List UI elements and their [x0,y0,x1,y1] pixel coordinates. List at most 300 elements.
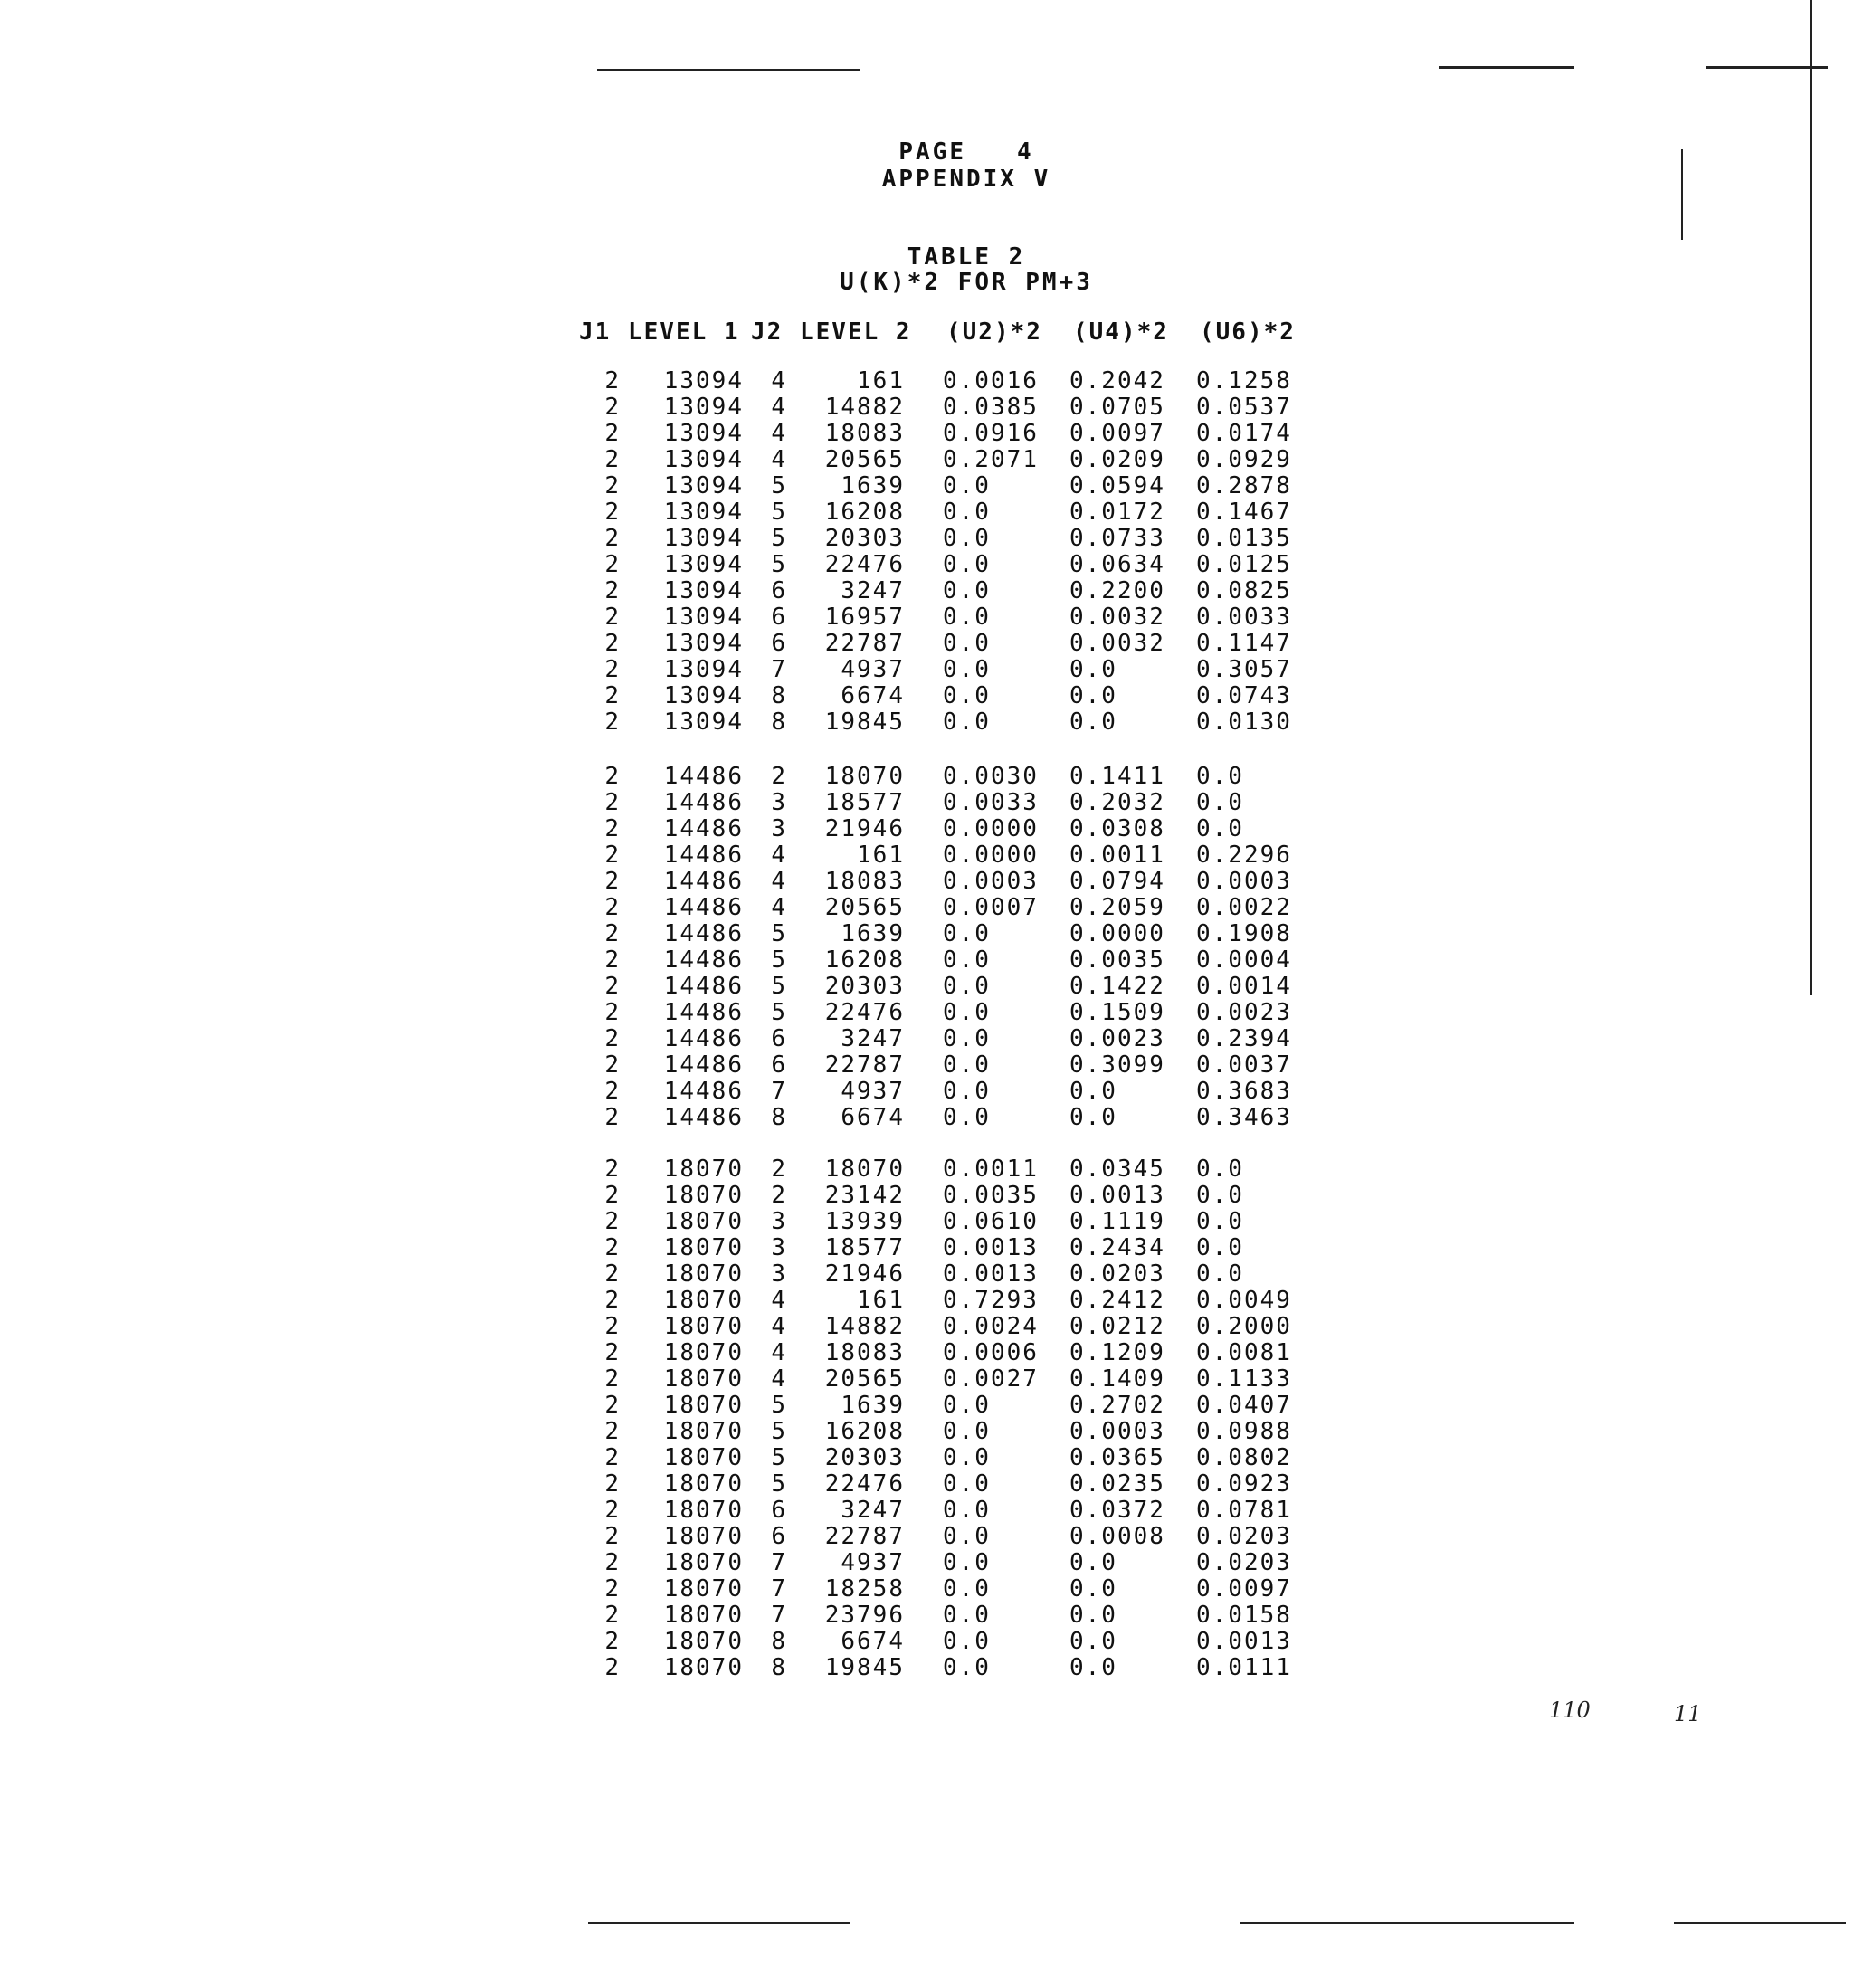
cell-j2: 2 [771,763,787,790]
cell-j1: 2 [604,868,621,895]
cell-u6: 0.0537 [1196,394,1292,421]
cell-j1: 2 [604,1208,621,1235]
cell-j1: 2 [604,842,621,869]
cell-j2: 5 [771,920,787,947]
table-row [0,1602,1292,1629]
table-row [0,763,1244,790]
cell-j2: 5 [771,472,787,499]
cell-u4: 0.0032 [1069,630,1165,657]
cell-j1: 2 [604,1602,621,1629]
cell-level1: 13094 [663,709,744,736]
cell-u6: 0.0203 [1196,1523,1292,1550]
cell-u4: 0.0172 [1069,499,1165,526]
cell-u4: 0.0 [1069,1628,1117,1655]
cell-j2: 4 [771,868,787,895]
table-row [0,1078,1292,1105]
cell-u4: 0.0013 [1069,1182,1165,1209]
cell-j2: 5 [771,525,787,552]
cell-u4: 0.1422 [1069,973,1165,1000]
cell-level2: 23142 [824,1182,905,1209]
table-row [0,577,1292,604]
cell-j1: 2 [604,630,621,657]
table-row [0,1104,1292,1131]
cell-level1: 18070 [663,1654,744,1681]
table-row [0,1470,1292,1498]
cell-u4: 0.0 [1069,1602,1117,1629]
cell-level1: 13094 [663,630,744,657]
cell-level2: 4937 [841,656,905,683]
cell-u2: 0.0 [943,709,991,736]
cell-level2: 161 [857,1287,905,1314]
cell-u4: 0.0733 [1069,525,1165,552]
cell-level1: 14486 [663,815,744,842]
cell-level2: 1639 [841,472,905,499]
cell-j2: 8 [771,1628,787,1655]
cell-u6: 0.0 [1196,1182,1244,1209]
cell-level1: 18070 [663,1523,744,1550]
cell-j1: 2 [604,894,621,921]
cell-level2: 18070 [824,763,905,790]
cell-level2: 3247 [841,1497,905,1524]
cell-level1: 18070 [663,1156,744,1183]
cell-u6: 0.0203 [1196,1549,1292,1576]
cell-j2: 4 [771,894,787,921]
cell-u2: 0.0 [943,1392,991,1419]
cell-u2: 0.0 [943,1051,991,1079]
cell-level1: 18070 [663,1575,744,1603]
cell-j1: 2 [604,1025,621,1052]
cell-j1: 2 [604,656,621,683]
cell-j1: 2 [604,551,621,578]
cell-j1: 2 [604,1365,621,1393]
table-row [0,1418,1292,1445]
cell-u6: 0.3057 [1196,656,1292,683]
table-row [0,551,1292,578]
cell-j2: 5 [771,551,787,578]
cell-u2: 0.0000 [943,842,1039,869]
cell-level1: 13094 [663,656,744,683]
cell-u6: 0.0135 [1196,525,1292,552]
cell-j2: 5 [771,973,787,1000]
table-row [0,1260,1244,1288]
cell-u2: 0.0033 [943,789,1039,816]
cell-j2: 8 [771,709,787,736]
cell-u6: 0.0003 [1196,868,1292,895]
cell-level1: 18070 [663,1418,744,1445]
cell-u2: 0.0 [943,656,991,683]
cell-j2: 8 [771,1654,787,1681]
cell-level2: 14882 [824,394,905,421]
cell-u4: 0.1119 [1069,1208,1165,1235]
cell-j1: 2 [604,1392,621,1419]
cell-u6: 0.0407 [1196,1392,1292,1419]
cell-u6: 0.0 [1196,1234,1244,1261]
cell-u2: 0.0 [943,1523,991,1550]
cell-level2: 1639 [841,920,905,947]
table-row [0,394,1292,421]
col-header-u2: (U2)*2 [946,319,1042,346]
cell-level2: 1639 [841,1392,905,1419]
cell-level1: 18070 [663,1260,744,1288]
cell-j1: 2 [604,577,621,604]
table-row [0,1051,1292,1079]
cell-level2: 3247 [841,1025,905,1052]
cell-j2: 4 [771,842,787,869]
cell-u6: 0.1467 [1196,499,1292,526]
cell-u2: 0.0006 [943,1339,1039,1366]
cell-level1: 14486 [663,999,744,1026]
col-header-u4: (U4)*2 [1073,319,1169,346]
cell-level2: 16208 [824,1418,905,1445]
table-row [0,789,1244,816]
page-number: PAGE 4 [898,138,1034,166]
table-row [0,1392,1292,1419]
cell-j1: 2 [604,709,621,736]
cell-u6: 0.2000 [1196,1313,1292,1340]
cell-u4: 0.0634 [1069,551,1165,578]
cell-j1: 2 [604,1104,621,1131]
cell-level1: 18070 [663,1602,744,1629]
cell-j2: 3 [771,815,787,842]
cell-level1: 13094 [663,551,744,578]
cell-u2: 0.0610 [943,1208,1039,1235]
cell-j2: 4 [771,367,787,395]
cell-j1: 2 [604,1549,621,1576]
cell-level1: 13094 [663,682,744,709]
cell-j1: 2 [604,920,621,947]
cell-u6: 0.3683 [1196,1078,1292,1105]
cell-u4: 0.0 [1069,1654,1117,1681]
cell-level1: 18070 [663,1549,744,1576]
cell-j2: 3 [771,1260,787,1288]
cell-j1: 2 [604,815,621,842]
cell-j2: 6 [771,630,787,657]
cell-u4: 0.1509 [1069,999,1165,1026]
cell-level2: 14882 [824,1313,905,1340]
cell-level2: 3247 [841,577,905,604]
cell-u2: 0.0 [943,472,991,499]
cell-level1: 14486 [663,920,744,947]
cell-u2: 0.2071 [943,446,1039,473]
cell-u2: 0.0016 [943,367,1039,395]
cell-u2: 0.0024 [943,1313,1039,1340]
table-row [0,1313,1292,1340]
cell-j2: 6 [771,577,787,604]
cell-u4: 0.0035 [1069,946,1165,974]
cell-j1: 2 [604,525,621,552]
table-row [0,920,1292,947]
cell-u2: 0.0013 [943,1260,1039,1288]
cell-level2: 20565 [824,1365,905,1393]
cell-u2: 0.0916 [943,420,1039,447]
cell-j1: 2 [604,1470,621,1498]
cell-level2: 18070 [824,1156,905,1183]
cell-level2: 18577 [824,789,905,816]
col-header-u6: (U6)*2 [1200,319,1296,346]
cell-j1: 2 [604,1444,621,1471]
cell-u4: 0.0 [1069,656,1117,683]
cell-u6: 0.0 [1196,763,1244,790]
table-row [0,999,1292,1026]
cell-u4: 0.0032 [1069,604,1165,631]
cell-level2: 18258 [824,1575,905,1603]
cell-u2: 0.0 [943,999,991,1026]
cell-j1: 2 [604,472,621,499]
cell-level2: 16957 [824,604,905,631]
cell-j1: 2 [604,420,621,447]
cell-u2: 0.0 [943,1654,991,1681]
cell-j2: 4 [771,394,787,421]
cell-u6: 0.0929 [1196,446,1292,473]
cell-level1: 18070 [663,1313,744,1340]
table-row [0,446,1292,473]
table-row [0,1025,1292,1052]
col-header-j2: J2 [751,319,784,346]
cell-level2: 19845 [824,1654,905,1681]
handwritten-note-right: 11 [1674,1701,1702,1726]
cell-u4: 0.0345 [1069,1156,1165,1183]
cell-j2: 5 [771,1418,787,1445]
cell-level1: 13094 [663,446,744,473]
scan-line-bottom-right [1240,1922,1574,1924]
cell-u6: 0.0023 [1196,999,1292,1026]
cell-u2: 0.0007 [943,894,1039,921]
cell-j2: 5 [771,946,787,974]
cell-u6: 0.2878 [1196,472,1292,499]
cell-level1: 18070 [663,1628,744,1655]
cell-u6: 0.0 [1196,789,1244,816]
cell-level1: 13094 [663,577,744,604]
cell-u6: 0.1147 [1196,630,1292,657]
cell-u4: 0.0794 [1069,868,1165,895]
table-row [0,1549,1292,1576]
cell-j1: 2 [604,999,621,1026]
cell-level1: 14486 [663,1051,744,1079]
cell-u6: 0.0743 [1196,682,1292,709]
cell-j1: 2 [604,446,621,473]
cell-j1: 2 [604,1418,621,1445]
cell-u6: 0.1908 [1196,920,1292,947]
cell-u2: 0.0035 [943,1182,1039,1209]
cell-level1: 18070 [663,1287,744,1314]
table-row [0,499,1292,526]
cell-j1: 2 [604,1234,621,1261]
cell-u4: 0.2042 [1069,367,1165,395]
cell-level1: 18070 [663,1208,744,1235]
cell-j2: 4 [771,1287,787,1314]
cell-level1: 13094 [663,525,744,552]
col-header-j1: J1 [579,319,612,346]
table-row [0,472,1292,499]
cell-level1: 14486 [663,973,744,1000]
cell-u2: 0.0 [943,1025,991,1052]
cell-j1: 2 [604,789,621,816]
table-row [0,604,1292,631]
table-row [0,894,1292,921]
cell-u6: 0.0825 [1196,577,1292,604]
cell-j2: 5 [771,1470,787,1498]
scan-line-top-right [1439,66,1574,69]
cell-u6: 0.0 [1196,1260,1244,1288]
cell-u2: 0.0 [943,1497,991,1524]
cell-j2: 7 [771,1078,787,1105]
cell-u4: 0.2032 [1069,789,1165,816]
cell-j1: 2 [604,499,621,526]
table-row [0,1444,1292,1471]
cell-j2: 5 [771,499,787,526]
cell-level2: 6674 [841,1104,905,1131]
cell-u6: 0.0174 [1196,420,1292,447]
cell-level2: 19845 [824,709,905,736]
cell-u2: 0.0 [943,499,991,526]
cell-j2: 3 [771,1234,787,1261]
table-row [0,682,1292,709]
cell-level1: 14486 [663,868,744,895]
cell-u2: 0.0030 [943,763,1039,790]
cell-u4: 0.1411 [1069,763,1165,790]
cell-j2: 4 [771,1313,787,1340]
cell-j1: 2 [604,1523,621,1550]
cell-u2: 0.0 [943,525,991,552]
cell-j1: 2 [604,1078,621,1105]
cell-level2: 22476 [824,1470,905,1498]
cell-u4: 0.1209 [1069,1339,1165,1366]
cell-j2: 7 [771,1575,787,1603]
table-subtitle: U(K)*2 FOR PM+3 [840,269,1093,296]
cell-j2: 6 [771,1523,787,1550]
cell-j2: 7 [771,656,787,683]
cell-u4: 0.0209 [1069,446,1165,473]
cell-u2: 0.0000 [943,815,1039,842]
cell-j1: 2 [604,1156,621,1183]
cell-u4: 0.0 [1069,1549,1117,1576]
cell-j2: 4 [771,420,787,447]
table-row [0,973,1292,1000]
cell-level2: 4937 [841,1549,905,1576]
table-row [0,1628,1292,1655]
cell-u4: 0.0008 [1069,1523,1165,1550]
cell-u2: 0.0 [943,682,991,709]
scan-line-bottom-left [588,1922,850,1924]
cell-u6: 0.0923 [1196,1470,1292,1498]
cell-level2: 20303 [824,973,905,1000]
cell-u4: 0.3099 [1069,1051,1165,1079]
cell-u4: 0.0003 [1069,1418,1165,1445]
cell-level2: 20565 [824,446,905,473]
cell-j2: 3 [771,1208,787,1235]
cell-u6: 0.0033 [1196,604,1292,631]
cell-j1: 2 [604,1313,621,1340]
cell-u6: 0.0013 [1196,1628,1292,1655]
cell-j1: 2 [604,946,621,974]
cell-level1: 14486 [663,763,744,790]
table-row [0,1365,1292,1393]
table-row [0,1208,1244,1235]
table-row [0,1654,1292,1681]
cell-level2: 18083 [824,868,905,895]
cell-u2: 0.0 [943,946,991,974]
cell-u4: 0.0365 [1069,1444,1165,1471]
table-row [0,656,1292,683]
cell-j1: 2 [604,1575,621,1603]
scan-line-bottom-far-right [1674,1922,1846,1924]
cell-u6: 0.0022 [1196,894,1292,921]
cell-u2: 0.0 [943,1470,991,1498]
cell-u4: 0.2434 [1069,1234,1165,1261]
cell-u6: 0.0081 [1196,1339,1292,1366]
cell-level1: 18070 [663,1339,744,1366]
cell-u4: 0.0203 [1069,1260,1165,1288]
cell-level1: 13094 [663,472,744,499]
cell-level1: 14486 [663,789,744,816]
table-row [0,525,1292,552]
cell-level2: 21946 [824,1260,905,1288]
cell-level2: 18083 [824,420,905,447]
cell-level1: 18070 [663,1234,744,1261]
cell-u2: 0.0 [943,1575,991,1603]
table-row [0,868,1292,895]
cell-j1: 2 [604,682,621,709]
cell-level1: 18070 [663,1392,744,1419]
table-row [0,1287,1292,1314]
cell-level2: 16208 [824,499,905,526]
cell-u4: 0.0235 [1069,1470,1165,1498]
cell-j2: 4 [771,1365,787,1393]
cell-u6: 0.0802 [1196,1444,1292,1471]
cell-level2: 18577 [824,1234,905,1261]
cell-u6: 0.1133 [1196,1365,1292,1393]
cell-u4: 0.1409 [1069,1365,1165,1393]
cell-u2: 0.0 [943,1418,991,1445]
cell-j2: 2 [771,1182,787,1209]
cell-level2: 13939 [824,1208,905,1235]
cell-level1: 13094 [663,499,744,526]
cell-level1: 13094 [663,367,744,395]
cell-u4: 0.0 [1069,1104,1117,1131]
cell-j2: 4 [771,1339,787,1366]
cell-u2: 0.0 [943,1602,991,1629]
cell-u4: 0.0023 [1069,1025,1165,1052]
cell-u4: 0.0 [1069,1078,1117,1105]
cell-u4: 0.0212 [1069,1313,1165,1340]
cell-u4: 0.0372 [1069,1497,1165,1524]
cell-level2: 6674 [841,682,905,709]
cell-j2: 8 [771,682,787,709]
cell-level2: 22476 [824,999,905,1026]
cell-j1: 2 [604,604,621,631]
table-row [0,946,1292,974]
cell-level2: 22787 [824,1523,905,1550]
cell-level1: 14486 [663,1078,744,1105]
cell-j1: 2 [604,1654,621,1681]
cell-u6: 0.0 [1196,815,1244,842]
table-row [0,1523,1292,1550]
cell-u6: 0.0158 [1196,1602,1292,1629]
cell-level2: 23796 [824,1602,905,1629]
cell-u4: 0.0011 [1069,842,1165,869]
col-header-level2: LEVEL 2 [800,319,912,346]
table-row [0,1339,1292,1366]
cell-level1: 14486 [663,946,744,974]
cell-u2: 0.0 [943,577,991,604]
cell-level2: 22787 [824,1051,905,1079]
cell-level1: 13094 [663,604,744,631]
table-row [0,1182,1244,1209]
cell-u6: 0.0 [1196,1156,1244,1183]
cell-u6: 0.0125 [1196,551,1292,578]
cell-j1: 2 [604,1051,621,1079]
cell-level1: 18070 [663,1497,744,1524]
